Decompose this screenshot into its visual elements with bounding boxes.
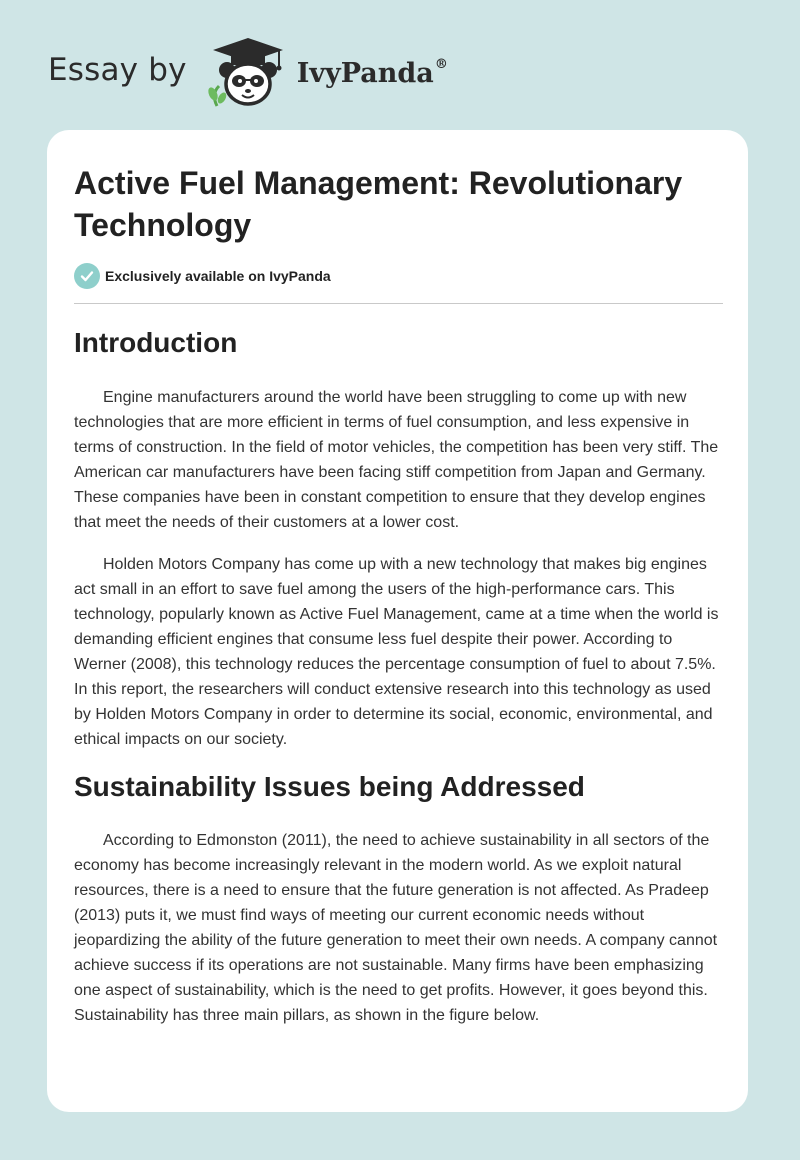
exclusive-badge-text: Exclusively available on IvyPanda (105, 268, 331, 284)
essay-by-label: Essay by (48, 52, 187, 88)
brand-text: IvyPanda (296, 58, 434, 89)
exclusive-badge (74, 263, 331, 289)
paragraph: Holden Motors Company has come up with a new technology that makes big engines act small in an effort to save fuel among the users of the high-performance cars. This technology, popularly known as Active Fuel Management, came at a time when the world is demanding efficient engines that consume less fuel despite their power. According to Werner (2008), this technology reduces the percentage consumption of fuel to about 7.5%. In this report, the researchers will conduct extensive research into this technology as used by Holden Motors Company in order to determine its social, economic, environmental, and ethical impacts on our society. (74, 556, 719, 748)
article-card (47, 130, 748, 1112)
paragraph: Engine manufacturers around the world have been struggling to come up with new technologies that are more efficient in terms of fuel consumption, and less expensive in terms of construction. In the field of motor vehicles, the competition has been very stiff. The American car manufacturers have been facing stiff competition from Japan and Germany. These companies have been in constant competition to ensure that they develop engines that meet the needs of their customers at a lower cost. (74, 389, 719, 531)
check-icon (74, 263, 100, 289)
section-heading-introduction: Introduction (74, 327, 238, 358)
divider (74, 303, 723, 304)
brand-name[interactable] (297, 57, 448, 89)
site-header (48, 36, 448, 108)
paragraph: According to Edmonston (2011), the need to achieve sustainability in all sectors of the economy has become increasingly relevant in the modern world. As we exploit natural resources, there is a need to ensure that the future generation is not affected. As Pradeep (2013) puts it, we must find ways of meeting our current economic needs without jeopardizing the ability of the future generation to meet their own needs. A company cannot achieve success if its operations are not sustainable. Many firms have been emphasizing one aspect of sustainability, which is the need to get profits. However, it goes beyond this. Sustainability has three main pillars, as shown in the figure below. (74, 832, 718, 1024)
registered-mark: ® (434, 57, 448, 72)
article-title: Active Fuel Management: Revolutionary Technology (74, 165, 683, 243)
panda-graduate-logo-icon[interactable] (205, 36, 291, 108)
section-heading-sustainability: Sustainability Issues being Addressed (74, 771, 585, 802)
